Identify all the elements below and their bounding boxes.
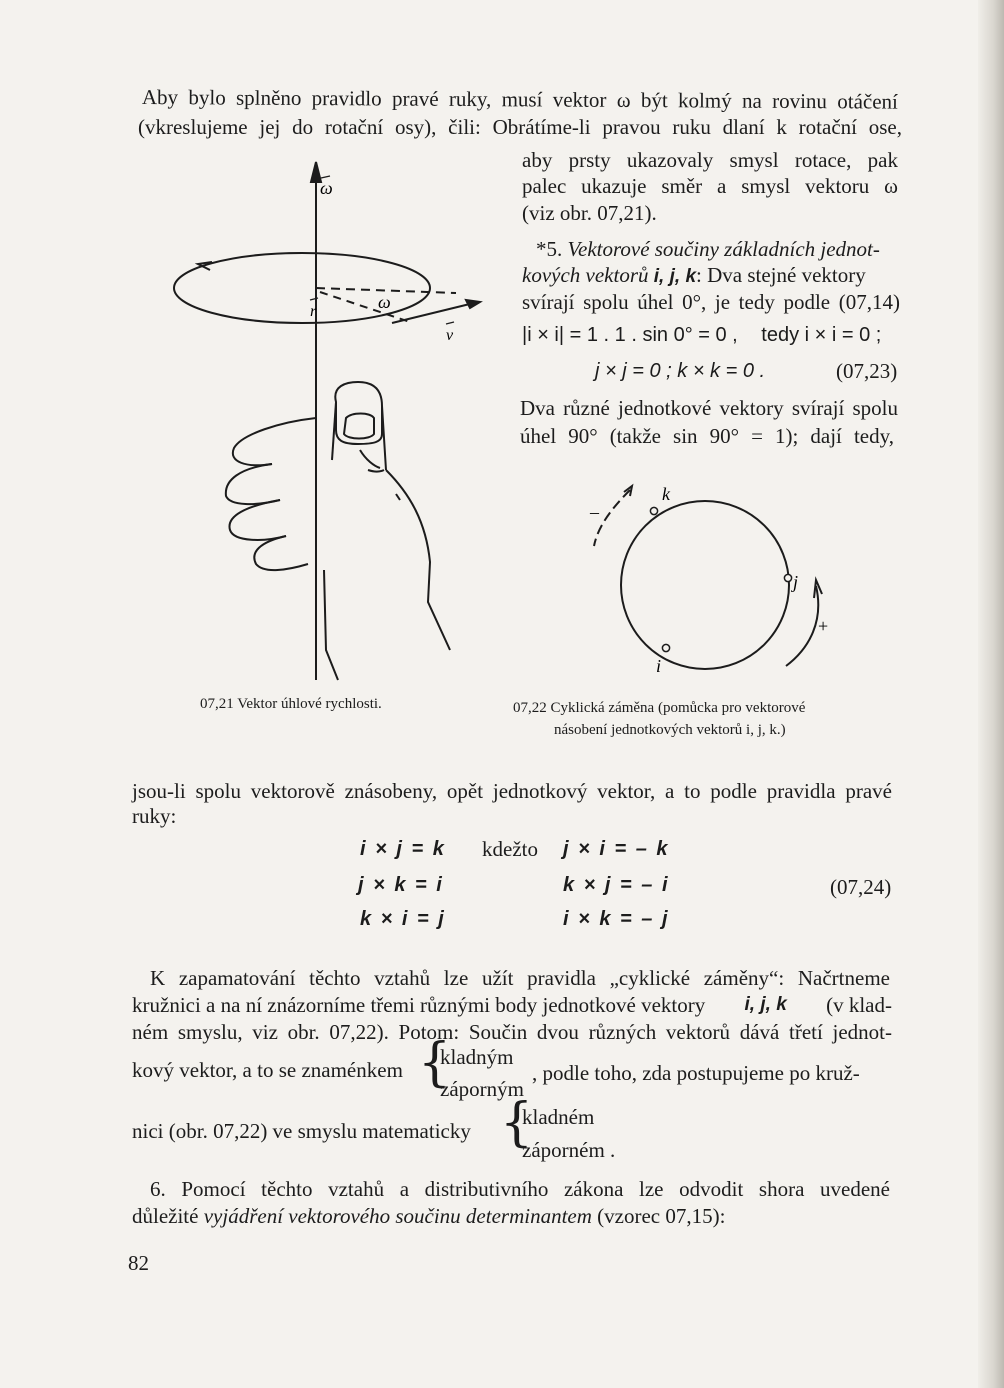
label-r: r (310, 303, 317, 320)
eq-row3-left: k × i = j (360, 908, 444, 930)
velocity-vector (392, 302, 478, 323)
knuckle-mark (396, 494, 400, 500)
eq-label-07-23: (07,23) (836, 359, 898, 383)
thumbnail (344, 414, 374, 439)
eq-row1-right: j × i = – k (563, 838, 668, 860)
finger-3 (229, 500, 286, 540)
wrist-left (324, 570, 338, 680)
hand-back (386, 470, 450, 650)
para1-line5: (viz obr. 07,21). (522, 201, 657, 225)
page-edge-shadow (978, 0, 1004, 1388)
option-kladnym: kladným (440, 1045, 514, 1069)
eq-magnitude-part: |i × i| = 1 . 1 . sin 0° = 0 , (522, 324, 738, 346)
figure-cyclic-permutation (580, 480, 840, 680)
finger-2 (226, 464, 280, 504)
negative-direction-arc (594, 490, 630, 546)
page-number: 82 (128, 1251, 149, 1275)
para5-line2: svírají spolu úhel 0°, je tedy podle (07,14) (522, 290, 900, 314)
label-plus: + (818, 616, 829, 636)
label-omega-vector: ω (320, 178, 333, 198)
knuckle-line-2 (368, 470, 384, 472)
para1-line3: aby prsty ukazovaly smysl rotace, pak (522, 148, 898, 172)
brace-direction-choice: { (500, 1093, 534, 1153)
finger-4 (254, 536, 308, 570)
velocity-arrowhead (466, 300, 480, 308)
radius-rotated (320, 292, 410, 322)
para-mem-line4-start: kový vektor, a to se znaménkem (132, 1058, 403, 1082)
option-zapornym: záporným (440, 1077, 524, 1101)
label-k: k (662, 484, 670, 504)
para-mem-line5-start: nici (obr. 07,22) ve smyslu matematicky (132, 1119, 471, 1143)
brace-sign-choice: { (418, 1033, 452, 1093)
thumb-right (382, 406, 386, 470)
para-after-line2: ruky: (132, 804, 177, 828)
option-kladnem: kladném (522, 1105, 595, 1129)
point-j (784, 574, 791, 581)
label-v: v (446, 327, 454, 344)
eq-kdezto: kdežto (482, 837, 538, 861)
label-j: j (793, 572, 799, 592)
eq-row2-right: k × j = – i (563, 874, 668, 896)
para1-line2: (vkreslujeme jej do rotační osy), čili: Obrátíme-li pravou ruku dlaní k rotační ose, (138, 115, 902, 139)
eq-row1-left: i × j = k (360, 838, 444, 860)
para6-line1: 6. Pomocí těchto vztahů a distributivního zákona lze odvodit shora uvedené (150, 1177, 890, 1201)
eq-row2-left: j × k = i (358, 874, 442, 896)
para5-heading (536, 236, 880, 262)
eq-i-cross-i-magnitude (522, 322, 881, 348)
para5-line3: Dva různé jednotkové vektory svírají spolu (520, 396, 898, 420)
para5-line1 (522, 262, 866, 290)
para-mem-line1: K zapamatování těchto vztahů lze užít pravidla „cyklické záměny“: Načrtneme (150, 966, 890, 990)
para6-line2 (132, 1203, 725, 1229)
caption-figure-07-22-line1: 07,22 Cyklická záměna (pomůcka pro vektorové (513, 700, 806, 716)
unit-circle (621, 501, 789, 669)
para-mem-line2-vectors: i, j, k (744, 994, 787, 1015)
eq-j-cross-j: j × j = 0 ; k × k = 0 . (595, 360, 766, 382)
para6-line2-start: důležité (132, 1204, 199, 1228)
para5-vectors: i, j, k (653, 266, 697, 287)
rotation-ring (174, 253, 430, 323)
para6-line2-end: (vzorec 07,15): (597, 1204, 726, 1228)
para-after-line1: jsou-li spolu vektorově znásobeny, opět jednotkový vektor, a to podle pravidla pravé (132, 779, 892, 803)
knuckle-line-1 (360, 450, 380, 468)
para5-line4: úhel 90° (takže sin 90° = 1); dají tedy, (520, 424, 894, 448)
para5-line1-rest: : Dva stejné vektory (696, 263, 866, 287)
para1-line1: Aby bylo splněno pravidlo pravé ruky, musí vektor ω být kolmý na rovinu otáčení (141, 84, 898, 114)
figure-angular-velocity (160, 150, 500, 690)
option-zapornem: záporném . (522, 1138, 616, 1162)
para-mem-line4-end: , podle toho, zda postupujeme po kruž- (532, 1061, 860, 1085)
para6-line2-italic: vyjádření vektorového součinu determinantem (203, 1204, 592, 1228)
para1-line4: palec ukazuje směr a smysl vektoru ω (522, 174, 898, 198)
eq-tedy-part: tedy i × i = 0 ; (761, 324, 882, 346)
label-omega-angle: ω (378, 292, 391, 312)
caption-figure-07-22-line2: násobení jednotkových vektorů i, j, k.) (554, 722, 786, 738)
para5-number: *5. (536, 237, 563, 261)
caption-figure-07-21: 07,21 Vektor úhlové rychlosti. (200, 696, 382, 712)
point-i (662, 644, 669, 651)
para-mem-line2 (132, 992, 892, 1018)
para-mem-line2-text: kružnici a na ní znázorníme třemi různými body jednotkové vektory (132, 993, 706, 1017)
para-mem-line2-end: (v klad- (826, 993, 892, 1017)
para5-title-1: Vektorové součiny základních jednot- (567, 237, 880, 261)
label-minus: – (590, 502, 599, 522)
para-mem-line3: ném smyslu, viz obr. 07,22). Potom: Součin dvou různých vektorů dává třetí jednot- (132, 1020, 892, 1044)
eq-label-07-24: (07,24) (830, 875, 892, 899)
eq-row3-right: i × k = – j (563, 908, 668, 930)
label-i: i (656, 656, 662, 676)
positive-direction-arc (786, 586, 818, 666)
para5-title-2: kových vektorů (522, 263, 649, 287)
point-k (650, 507, 657, 514)
finger-1 (233, 418, 316, 465)
